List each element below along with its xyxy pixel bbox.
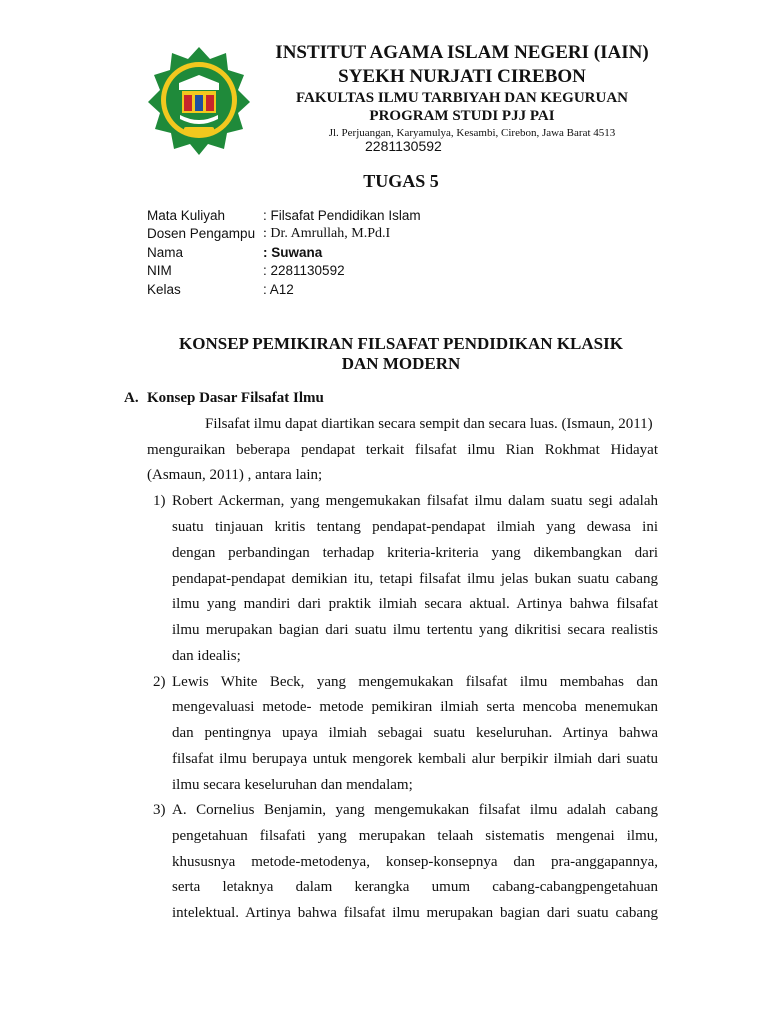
intro-line: Filsafat ilmu dapat diartikan secara sempit dan secara luas. (Ismaun, 2011): [205, 416, 653, 432]
list-line: khususnya metode-metodenya, konsep-konsepnya dan pra-anggapannya,: [172, 854, 658, 870]
info-value: : Filsafat Pendidikan Islam: [263, 208, 421, 223]
student-info: [147, 208, 421, 300]
address: Jl. Perjuangan, Karyamulya, Kesambi, Cirebon, Jawa Barat 4513: [328, 127, 616, 139]
info-value: : Dr. Amrullah, M.Pd.I: [263, 226, 391, 242]
list-line: dengan perbandingan terhadap kriteria-kriteria yang dikembangkan dari: [172, 545, 658, 561]
list-line: dan idealis;: [172, 648, 241, 664]
iain-logo: [144, 45, 254, 155]
list-line: ilmu merupakan bagian dari suatu ilmu tertentu yang dikritisi secara realistis: [172, 622, 658, 638]
campus-name: SYEKH NURJATI CIREBON: [338, 66, 586, 87]
info-label: NIM: [147, 263, 172, 279]
list-number: 1): [153, 493, 166, 509]
list-line: Robert Ackerman, yang mengemukakan filsafat ilmu dalam suatu segi adalah: [172, 493, 658, 509]
section-heading: [124, 390, 324, 407]
phone-number: 2281130592: [365, 138, 442, 154]
info-row: [147, 245, 421, 263]
info-label: Dosen Pengampu: [147, 226, 256, 242]
main-title-line-1: KONSEP PEMIKIRAN FILSAFAT PENDIDIKAN KLASIK: [179, 334, 623, 353]
program-name: PROGRAM STUDI PJJ PAI: [369, 108, 555, 124]
list-line: A. Cornelius Benjamin, yang mengemukakan filsafat ilmu adalah cabang: [172, 802, 658, 818]
info-value: : Suwana: [263, 244, 323, 260]
info-row: [147, 226, 421, 244]
list-line: Lewis White Beck, yang mengemukakan filsafat ilmu membahas dan: [172, 674, 658, 690]
assignment-title: TUGAS 5: [363, 171, 439, 191]
faculty-name: FAKULTAS ILMU TARBIYAH DAN KEGURUAN: [296, 90, 628, 106]
list-line: pendapat-pendapat demikian itu, tetapi filsafat ilmu jelas bukan suatu cabang: [172, 571, 658, 587]
intro-line: (Asmaun, 2011) , antara lain;: [147, 467, 323, 483]
institution-name: INSTITUT AGAMA ISLAM NEGERI (IAIN): [275, 42, 649, 63]
list-line: filsafat ilmu berupaya untuk mengorek kembali alur berpikir ilmiah dari suatu: [172, 751, 658, 767]
info-row: [147, 282, 421, 300]
list-line: ilmu yang mandiri dari praktik ilmiah secara aktual. Artinya bahwa filsafat: [172, 596, 658, 612]
list-number: 2): [153, 674, 166, 690]
section-letter: A.: [124, 390, 139, 406]
list-line: pengetahuan filsafati yang merupakan telaah sistematis mengenai ilmu,: [172, 828, 658, 844]
list-line: suatu tinjauan kritis tentang pendapat-pendapat ilmiah yang dewasa ini: [172, 519, 658, 535]
info-value: : 2281130592: [263, 263, 345, 279]
list-line: mengevaluasi metode- metode pemikiran ilmiah serta mencoba menemukan: [172, 699, 658, 715]
main-title-line-2: DAN MODERN: [341, 354, 461, 373]
list-number: 3): [153, 802, 166, 818]
info-label: Nama: [147, 244, 184, 260]
section-heading-text: Konsep Dasar Filsafat Ilmu: [147, 390, 324, 406]
info-row: [147, 263, 421, 281]
info-row: [147, 208, 421, 226]
list-line: ilmu secara keseluruhan dan mendalam;: [172, 777, 413, 793]
info-label: Kelas: [147, 281, 181, 297]
info-value: : A12: [263, 281, 294, 297]
intro-line: menguraikan beberapa pendapat terkait filsafat ilmu Rian Rokhmat Hidayat: [147, 442, 658, 458]
list-line: serta letaknya dalam kerangka umum cabang-cabangpengetahuan: [172, 879, 658, 895]
list-line: dan pentingnya upaya ilmiah sebagai suatu keseluruhan. Artinya bahwa: [172, 725, 658, 741]
info-label: Mata Kuliyah: [147, 208, 226, 223]
list-line: intelektual. Artinya bahwa filsafat ilmu merupakan bagian dari suatu cabang: [172, 905, 658, 921]
